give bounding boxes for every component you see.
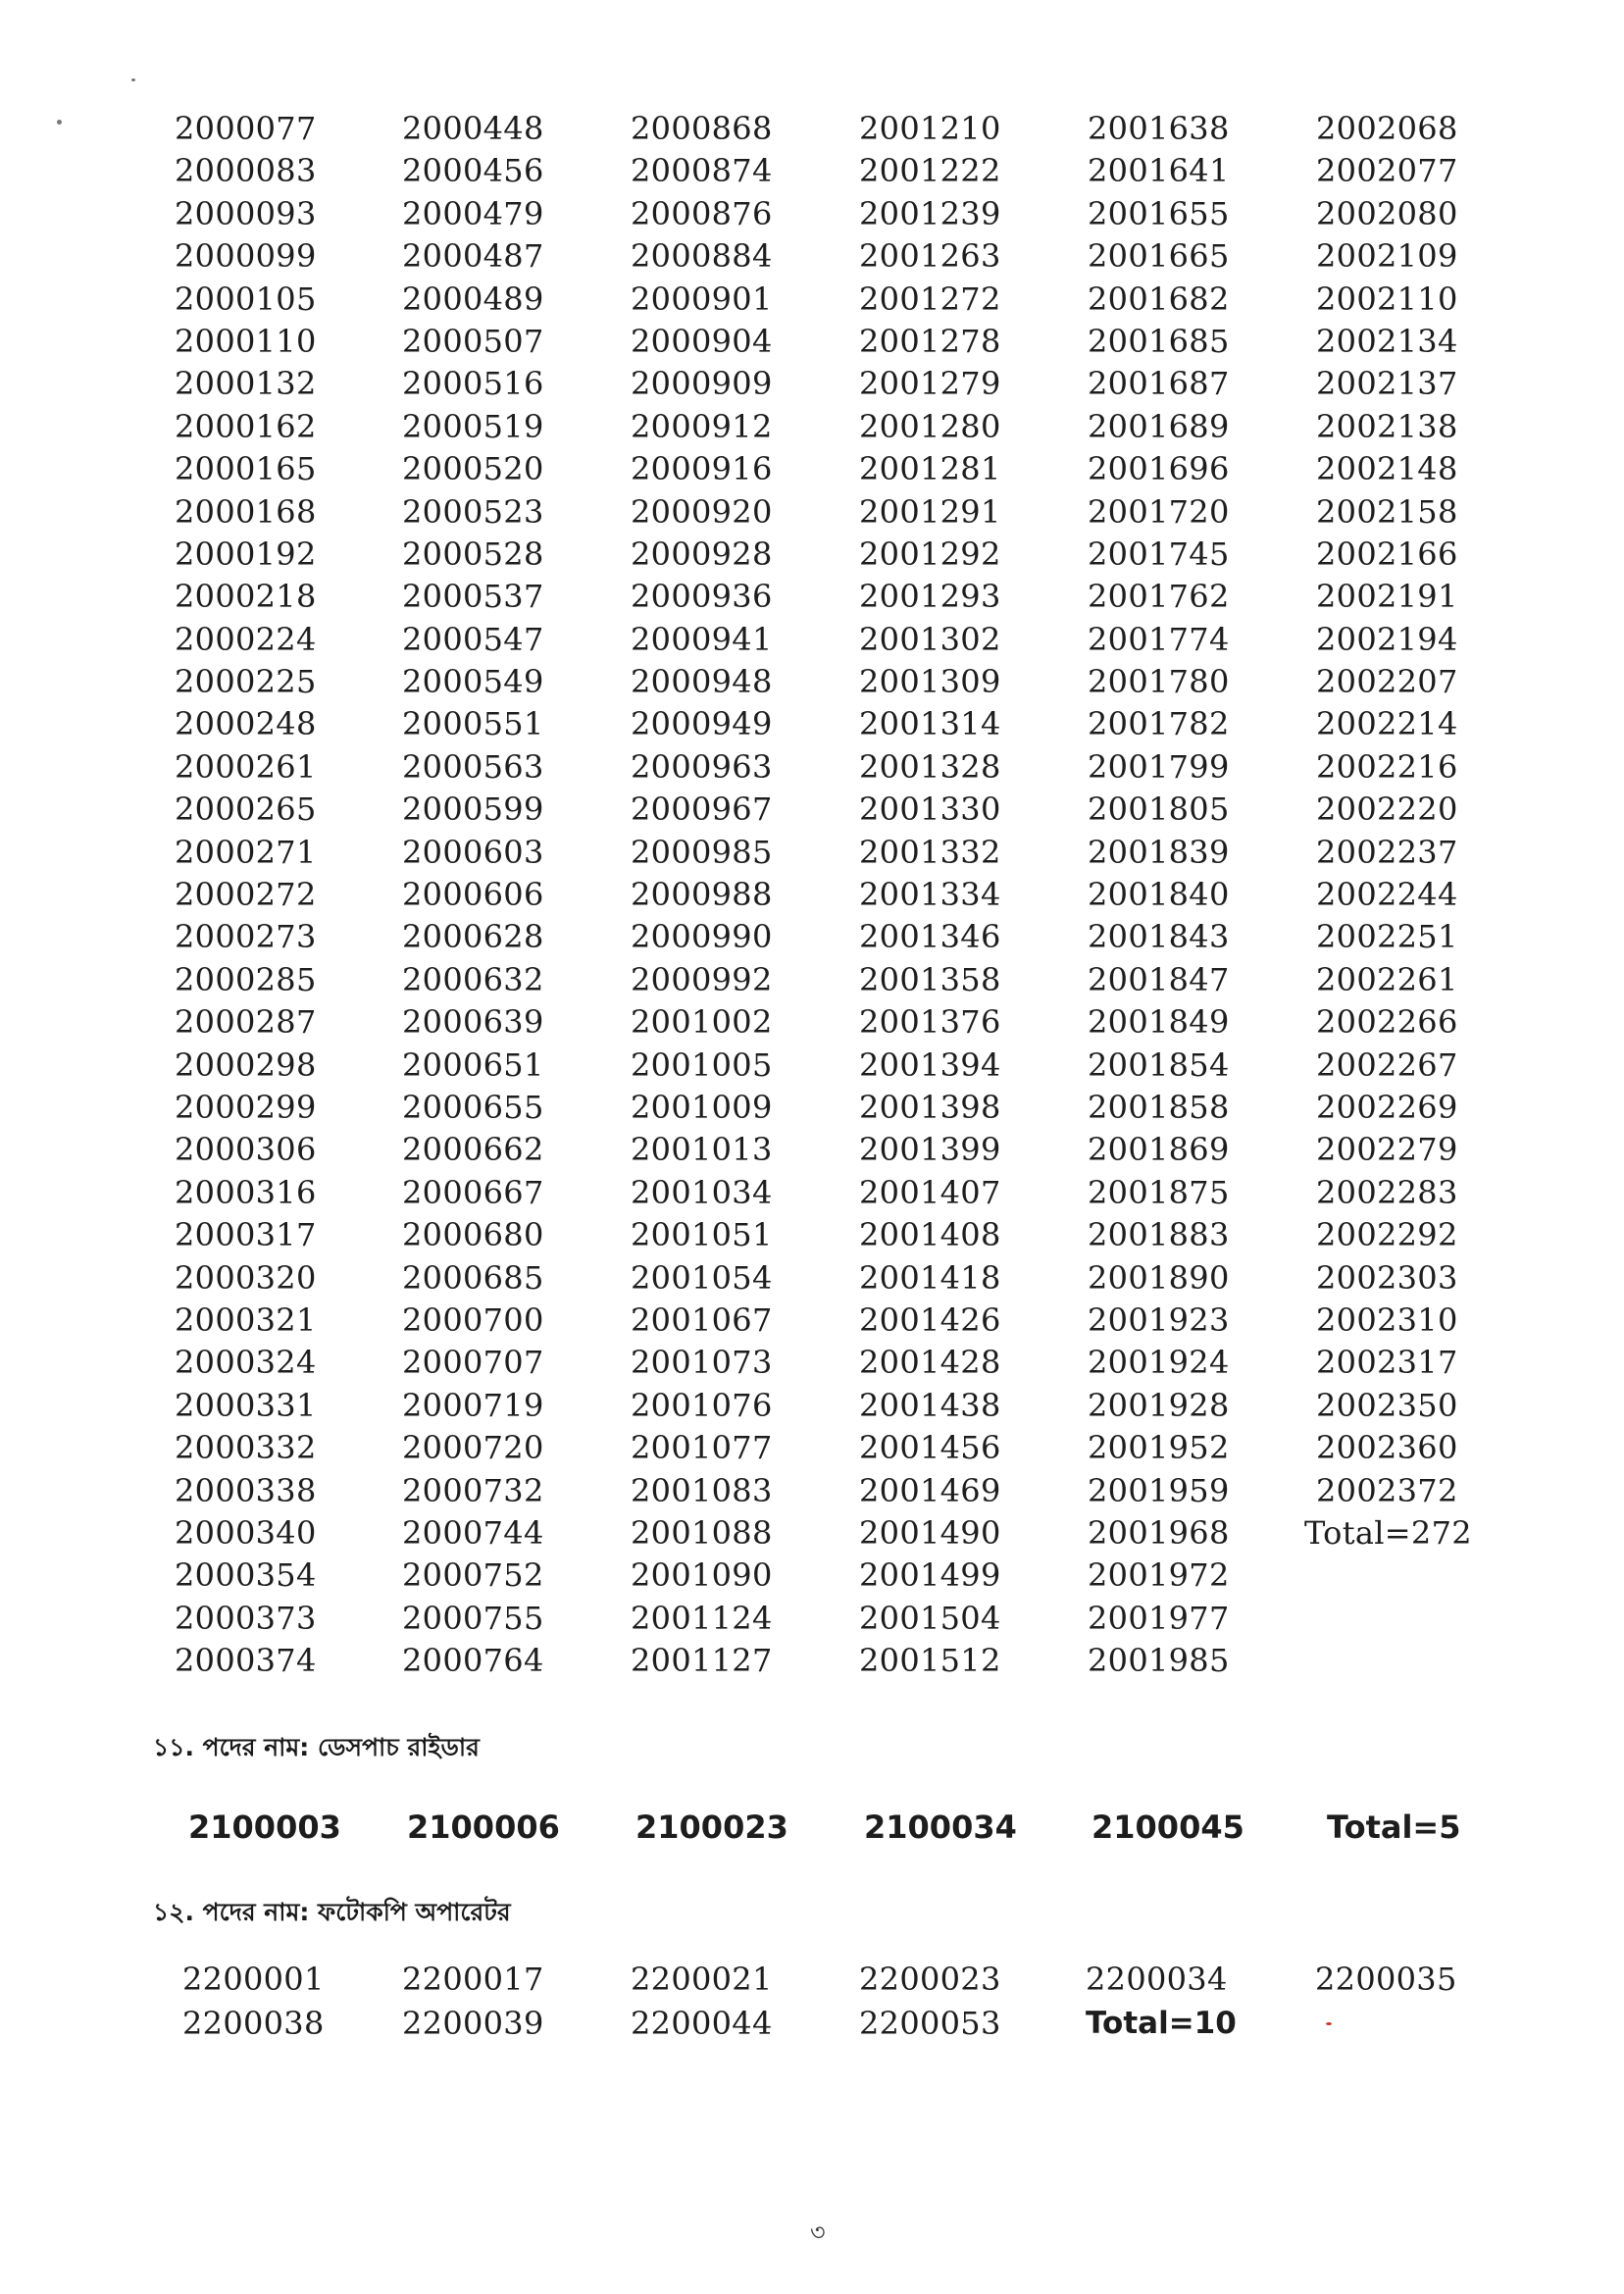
roll-number: 2000519 — [402, 407, 544, 445]
roll-number: 2001346 — [859, 918, 1001, 956]
roll-number: 2000563 — [402, 747, 544, 786]
roll-number: 2001302 — [859, 620, 1001, 658]
roll-number: 2002267 — [1316, 1045, 1458, 1084]
roll-number: 2001002 — [631, 1003, 773, 1042]
roll-number: 2002292 — [1316, 1216, 1458, 1254]
roll-number: 2002148 — [1316, 450, 1458, 488]
roll-number: 2001655 — [1088, 194, 1230, 232]
roll-number: 2000967 — [631, 790, 773, 829]
roll-number: 2001280 — [859, 407, 1001, 445]
roll-number: 2001272 — [859, 280, 1001, 318]
roll-number: 2000320 — [175, 1258, 317, 1297]
roll-number: 2001067 — [631, 1300, 773, 1339]
roll-number: 2000448 — [402, 110, 544, 147]
roll-number: 2000332 — [175, 1429, 317, 1467]
roll-number: 2001985 — [1088, 1642, 1230, 1680]
roll-number: 2000273 — [175, 918, 317, 956]
roll-number: 2000324 — [175, 1344, 317, 1382]
roll-number: 2001309 — [859, 663, 1001, 701]
roll-number: 2000667 — [402, 1173, 544, 1211]
roll-number: 2000874 — [631, 152, 773, 190]
roll-number: 2000507 — [402, 322, 544, 360]
roll-number: 2002310 — [1316, 1300, 1458, 1339]
roll-number: 2001394 — [859, 1045, 1001, 1084]
roll-number: 2002283 — [1316, 1173, 1458, 1211]
roll-number: 2001291 — [859, 492, 1001, 531]
roll-number: 2000632 — [402, 960, 544, 998]
roll-number: 2001127 — [631, 1642, 773, 1680]
roll-number: 2001685 — [1088, 322, 1230, 360]
roll-number: 2001696 — [1088, 450, 1230, 488]
roll-number: 2000317 — [175, 1216, 317, 1254]
roll-number: 2000901 — [631, 280, 773, 318]
roll-number: 2000298 — [175, 1045, 317, 1084]
roll-number: 2001689 — [1088, 407, 1230, 445]
roll-number: 2002207 — [1316, 663, 1458, 701]
roll-number: 2000916 — [631, 450, 773, 488]
roll-number: 2000340 — [175, 1513, 317, 1552]
roll-number: 2001952 — [1088, 1429, 1230, 1467]
roll-number: 2000655 — [402, 1088, 544, 1126]
roll-number: 2000083 — [175, 152, 317, 190]
roll-number: 2000374 — [175, 1642, 317, 1680]
roll-number: 2001638 — [1088, 110, 1230, 147]
roll-number: 2001083 — [631, 1471, 773, 1509]
roll-number: 2001469 — [859, 1471, 1001, 1509]
roll-number: 2001854 — [1088, 1045, 1230, 1084]
list-total: Total=272 — [1304, 1513, 1472, 1552]
roll-number: 2000261 — [175, 747, 317, 786]
roll-number: 2001399 — [859, 1131, 1001, 1169]
roll-number: 2001281 — [859, 450, 1001, 488]
roll-number: 2002266 — [1316, 1003, 1458, 1042]
roll-number: 2001641 — [1088, 152, 1230, 190]
roll-number: 2001780 — [1088, 663, 1230, 701]
roll-number: 2002350 — [1316, 1386, 1458, 1424]
roll-number: 2000603 — [402, 833, 544, 871]
roll-number: 2001799 — [1088, 747, 1230, 786]
section-12-roll-numbers — [182, 1958, 1531, 2046]
roll-number: 2002110 — [1316, 280, 1458, 318]
roll-number: 2001682 — [1088, 280, 1230, 318]
roll-number: 2000105 — [175, 280, 317, 318]
roll-number: 2001720 — [1088, 492, 1230, 531]
roll-number: 2001883 — [1088, 1216, 1230, 1254]
roll-number: 2000523 — [402, 492, 544, 531]
roll-number: 2000224 — [175, 620, 317, 658]
roll-number: 2001972 — [1088, 1556, 1230, 1595]
roll-number: 2001890 — [1088, 1258, 1230, 1297]
roll-number: 2000456 — [402, 152, 544, 190]
roll-number: 2002360 — [1316, 1429, 1458, 1467]
roll-number: 2001408 — [859, 1216, 1001, 1254]
roll-number: 2002261 — [1316, 960, 1458, 998]
roll-number: 2001334 — [859, 876, 1001, 914]
roll-number: 2002251 — [1316, 918, 1458, 956]
roll-number: 2000752 — [402, 1556, 544, 1595]
roll-number: 2001263 — [859, 237, 1001, 276]
roll-number: 2000868 — [631, 110, 773, 147]
roll-number: 2200001 — [182, 1961, 325, 1998]
roll-number: 2002158 — [1316, 492, 1458, 531]
roll-number: 2001438 — [859, 1386, 1001, 1424]
roll-number: 2001928 — [1088, 1386, 1230, 1424]
roll-number: 2001239 — [859, 194, 1001, 232]
scan-speck — [131, 78, 135, 81]
roll-number: 2000680 — [402, 1216, 544, 1254]
roll-number: 2001840 — [1088, 876, 1230, 914]
roll-number: 2002214 — [1316, 705, 1458, 743]
roll-number: 2001968 — [1088, 1513, 1230, 1552]
roll-number: 2001456 — [859, 1429, 1001, 1467]
roll-number: 2200044 — [631, 2005, 773, 2042]
roll-number: 2001504 — [859, 1599, 1001, 1637]
roll-number: 2000165 — [175, 450, 317, 488]
roll-number: 2000990 — [631, 918, 773, 956]
roll-number: 2000707 — [402, 1344, 544, 1382]
roll-number: 2000489 — [402, 280, 544, 318]
roll-number: 2000520 — [402, 450, 544, 488]
roll-number: 2000719 — [402, 1386, 544, 1424]
roll-number: 2001358 — [859, 960, 1001, 998]
roll-number: 2000639 — [402, 1003, 544, 1042]
roll-number: 2200021 — [631, 1961, 773, 1998]
roll-number: 2000920 — [631, 492, 773, 531]
roll-number: 2000985 — [631, 833, 773, 871]
roll-number: 2000549 — [402, 663, 544, 701]
roll-number: 2000948 — [631, 663, 773, 701]
roll-number: 2000248 — [175, 705, 317, 743]
roll-number: 2000287 — [175, 1003, 317, 1042]
roll-number: 2002109 — [1316, 237, 1458, 276]
roll-number: 2001054 — [631, 1258, 773, 1297]
roll-number: 2001293 — [859, 578, 1001, 616]
roll-number: 2000373 — [175, 1599, 317, 1637]
roll-number: 2000700 — [402, 1300, 544, 1339]
roll-number: 2200039 — [402, 2005, 544, 2042]
section-11-heading: ১১. পদের নাম: ডেসপাচ রাইডার — [153, 1733, 480, 1761]
roll-number: 2001849 — [1088, 1003, 1230, 1042]
scan-speck — [1326, 2022, 1332, 2025]
roll-number: 2000606 — [402, 876, 544, 914]
roll-number: 2000265 — [175, 790, 317, 829]
roll-number: 2001499 — [859, 1556, 1001, 1595]
roll-number: 2001090 — [631, 1556, 773, 1595]
roll-number: 2001314 — [859, 705, 1001, 743]
roll-number: 2001805 — [1088, 790, 1230, 829]
roll-number: 2000077 — [175, 110, 317, 147]
roll-number: 2001376 — [859, 1003, 1001, 1042]
roll-number: 2000628 — [402, 918, 544, 956]
roll-number: 2000963 — [631, 747, 773, 786]
roll-number-list — [175, 108, 1551, 1682]
roll-number: 2001745 — [1088, 535, 1230, 573]
roll-number: 2001923 — [1088, 1300, 1230, 1339]
roll-number: 2000110 — [175, 322, 317, 360]
roll-number: 2000685 — [402, 1258, 544, 1297]
roll-number: 2000093 — [175, 194, 317, 232]
roll-number: 2002080 — [1316, 194, 1458, 232]
roll-number: 2200053 — [859, 2005, 1001, 2042]
roll-number: 2002068 — [1316, 110, 1458, 147]
scan-speck — [57, 120, 62, 125]
roll-number: 2002077 — [1316, 152, 1458, 190]
roll-number: 2002220 — [1316, 790, 1458, 829]
roll-number: 2100023 — [635, 1809, 788, 1846]
roll-number: 2000909 — [631, 365, 773, 403]
roll-number: 2002138 — [1316, 407, 1458, 445]
section-11-roll-numbers — [188, 1809, 1543, 1846]
roll-number: 2000764 — [402, 1642, 544, 1680]
roll-number: 2000537 — [402, 578, 544, 616]
roll-number: 2001279 — [859, 365, 1001, 403]
roll-number: 2000928 — [631, 535, 773, 573]
roll-number: 2200038 — [182, 2005, 325, 2042]
roll-number: 2001977 — [1088, 1599, 1230, 1637]
roll-number: 2001512 — [859, 1642, 1001, 1680]
roll-number: 2000732 — [402, 1471, 544, 1509]
roll-number: 2001426 — [859, 1300, 1001, 1339]
roll-number: 2000321 — [175, 1300, 317, 1339]
roll-number: 2100045 — [1091, 1809, 1244, 1846]
roll-number: 2000904 — [631, 322, 773, 360]
roll-number: 2002137 — [1316, 365, 1458, 403]
roll-number: 2001073 — [631, 1344, 773, 1382]
roll-number: 2001782 — [1088, 705, 1230, 743]
roll-number: 2000299 — [175, 1088, 317, 1126]
roll-number: 2100006 — [407, 1809, 560, 1846]
roll-number: 2001847 — [1088, 960, 1230, 998]
section-12-heading: ১২. পদের নাম: ফটোকপি অপারেটর — [153, 1898, 511, 1926]
roll-number: 2002237 — [1316, 833, 1458, 871]
roll-number: 2001665 — [1088, 237, 1230, 276]
roll-number: 2000720 — [402, 1429, 544, 1467]
roll-number: 2001875 — [1088, 1173, 1230, 1211]
roll-number: 2001762 — [1088, 578, 1230, 616]
roll-number: 2001124 — [631, 1599, 773, 1637]
roll-number: 2000599 — [402, 790, 544, 829]
roll-number: 2001009 — [631, 1088, 773, 1126]
roll-number: 2001418 — [859, 1258, 1001, 1297]
roll-number: 2002279 — [1316, 1131, 1458, 1169]
roll-number: 2000528 — [402, 535, 544, 573]
roll-number: 2000225 — [175, 663, 317, 701]
roll-number: 2000285 — [175, 960, 317, 998]
roll-number: 2002134 — [1316, 322, 1458, 360]
roll-number: 2001332 — [859, 833, 1001, 871]
roll-number: 2001839 — [1088, 833, 1230, 871]
roll-number: 2000306 — [175, 1131, 317, 1169]
roll-number: 2001292 — [859, 535, 1001, 573]
roll-number: 2001076 — [631, 1386, 773, 1424]
roll-number: 2000876 — [631, 194, 773, 232]
roll-number: 2000936 — [631, 578, 773, 616]
roll-number: 2200035 — [1315, 1961, 1457, 1998]
roll-number: 2000168 — [175, 492, 317, 531]
roll-number: 2000755 — [402, 1599, 544, 1637]
roll-number: 2001328 — [859, 747, 1001, 786]
roll-number: 2000099 — [175, 237, 317, 276]
roll-number: 2002216 — [1316, 747, 1458, 786]
roll-number: 2000218 — [175, 578, 317, 616]
page-number: ৩ — [810, 2218, 826, 2246]
roll-number: 2000132 — [175, 365, 317, 403]
roll-number: 2001088 — [631, 1513, 773, 1552]
roll-number: 2000487 — [402, 237, 544, 276]
roll-number: 2000331 — [175, 1386, 317, 1424]
roll-number: 2002166 — [1316, 535, 1458, 573]
roll-number: 2002372 — [1316, 1471, 1458, 1509]
roll-number: 2200017 — [402, 1961, 544, 1998]
roll-number: 2001924 — [1088, 1344, 1230, 1382]
roll-number: 2000949 — [631, 705, 773, 743]
roll-number: 2002191 — [1316, 578, 1458, 616]
roll-number: 2000316 — [175, 1173, 317, 1211]
roll-number: 2000662 — [402, 1131, 544, 1169]
roll-number: 2000479 — [402, 194, 544, 232]
roll-number: 2200034 — [1086, 1961, 1228, 1998]
roll-number: 2002303 — [1316, 1258, 1458, 1297]
roll-number: 2000192 — [175, 535, 317, 573]
roll-number: 2001398 — [859, 1088, 1001, 1126]
roll-number: 2000912 — [631, 407, 773, 445]
roll-number: 2001959 — [1088, 1471, 1230, 1509]
roll-number: 2001051 — [631, 1216, 773, 1254]
roll-number: 2000988 — [631, 876, 773, 914]
roll-number: 2001407 — [859, 1173, 1001, 1211]
roll-number: 2100034 — [864, 1809, 1017, 1846]
roll-number: 2001330 — [859, 790, 1001, 829]
roll-number: 2001222 — [859, 152, 1001, 190]
roll-number: 2000272 — [175, 876, 317, 914]
roll-number: 2001034 — [631, 1173, 773, 1211]
roll-number: 2001210 — [859, 110, 1001, 147]
roll-number: 2001687 — [1088, 365, 1230, 403]
roll-number: 2200023 — [859, 1961, 1001, 1998]
roll-number: 2000516 — [402, 365, 544, 403]
roll-number: 2002317 — [1316, 1344, 1458, 1382]
roll-number: 2000162 — [175, 407, 317, 445]
roll-number: 2000338 — [175, 1471, 317, 1509]
roll-number: 2000744 — [402, 1513, 544, 1552]
roll-number: 2000354 — [175, 1556, 317, 1595]
roll-number: 2000547 — [402, 620, 544, 658]
roll-number: 2000271 — [175, 833, 317, 871]
roll-number: 2000551 — [402, 705, 544, 743]
section-total: Total=5 — [1327, 1809, 1461, 1846]
roll-number: 2000651 — [402, 1045, 544, 1084]
roll-number: 2001869 — [1088, 1131, 1230, 1169]
roll-number: 2001005 — [631, 1045, 773, 1084]
roll-number: 2001774 — [1088, 620, 1230, 658]
roll-number: 2000992 — [631, 960, 773, 998]
roll-number: 2001278 — [859, 322, 1001, 360]
roll-number: 2002194 — [1316, 620, 1458, 658]
roll-number: 2001428 — [859, 1344, 1001, 1382]
roll-number: 2000941 — [631, 620, 773, 658]
roll-number: 2001013 — [631, 1131, 773, 1169]
roll-number: 2002244 — [1316, 876, 1458, 914]
roll-number: 2001490 — [859, 1513, 1001, 1552]
roll-number: 2001077 — [631, 1429, 773, 1467]
roll-number: 2001858 — [1088, 1088, 1230, 1126]
roll-number: 2100003 — [188, 1809, 341, 1846]
section-total: Total=10 — [1086, 2006, 1237, 2041]
roll-number: 2001843 — [1088, 918, 1230, 956]
roll-number: 2002269 — [1316, 1088, 1458, 1126]
roll-number: 2000884 — [631, 237, 773, 276]
